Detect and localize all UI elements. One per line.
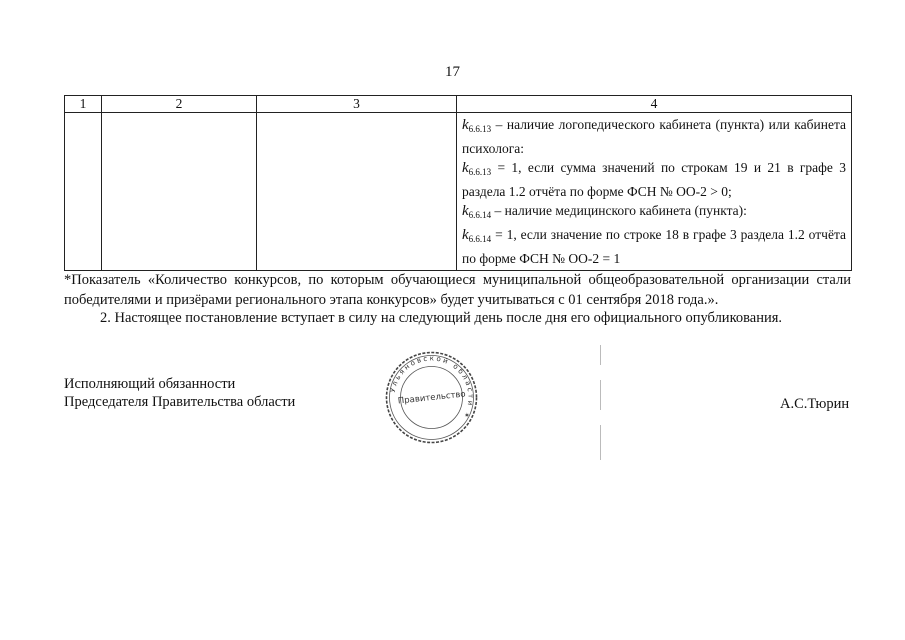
column-header-1: 1 bbox=[65, 96, 102, 113]
criteria-table bbox=[64, 95, 852, 271]
signer-title-line1: Исполняющий обязанности bbox=[64, 376, 236, 392]
table-header-row bbox=[65, 96, 852, 113]
paragraph-2: 2. Настоящее постановление вступает в силу на следующий день после дня его официального опубликования. bbox=[100, 310, 783, 326]
svg-text:Ульяновской области ✶: Ульяновской области ✶ bbox=[388, 354, 475, 422]
table-row bbox=[65, 113, 852, 271]
svg-text:Правительство: Правительство bbox=[397, 389, 467, 407]
k-variable: $k_{6.6.13}$ bbox=[462, 160, 492, 177]
criterion-k-6-6-14-condition: $k_{6.6.14} = 1$, если значение по строке 18 в графе 3 раздела 1.2 отчёта по форме ФСН № ОО-2 = 1 bbox=[462, 227, 846, 266]
column-header-4: 4 bbox=[457, 96, 852, 113]
scan-artifact-line bbox=[600, 425, 601, 460]
cell-col2 bbox=[102, 113, 257, 271]
column-header-2: 2 bbox=[102, 96, 257, 113]
k-variable: $k_{6.6.13}$ bbox=[462, 117, 492, 134]
page-number: 17 bbox=[445, 64, 460, 80]
signer-title-line2: Председателя Правительства области bbox=[64, 394, 296, 410]
criterion-k-6-6-14-description: $k_{6.6.14}$ – наличие медицинского кабинета (пункта): bbox=[462, 203, 747, 220]
signer-name: А.С.Тюрин bbox=[780, 396, 850, 412]
scan-artifact-line bbox=[600, 345, 601, 365]
column-header-3: 3 bbox=[257, 96, 457, 113]
criterion-k-6-6-13-condition: $k_{6.6.13} = 1$, если сумма значений по строкам 19 и 21 в графе 3 раздела 1.2 отчёта по форме ФСН № ОО-2 > 0; bbox=[462, 160, 846, 199]
scan-artifact-line bbox=[600, 380, 601, 410]
footnote: *Показатель «Количество конкурсов, по которым обучающиеся муниципальной общеобразовательной организации стали победителями и призёрами регионального этапа конкурсов» будет учитываться с 01 сентября 2018 года.». bbox=[64, 272, 851, 308]
cell-col1 bbox=[65, 113, 102, 271]
cell-col3 bbox=[257, 113, 457, 271]
cell-col4 bbox=[457, 113, 852, 271]
k-variable: $k_{6.6.14}$ bbox=[462, 203, 492, 220]
official-stamp bbox=[384, 350, 479, 445]
criterion-k-6-6-13-description: $k_{6.6.13}$ – наличие логопедического кабинета (пункта) или кабинета психолога: bbox=[462, 117, 846, 156]
k-variable: $k_{6.6.14}$ bbox=[462, 227, 492, 244]
signer-title bbox=[64, 375, 295, 411]
